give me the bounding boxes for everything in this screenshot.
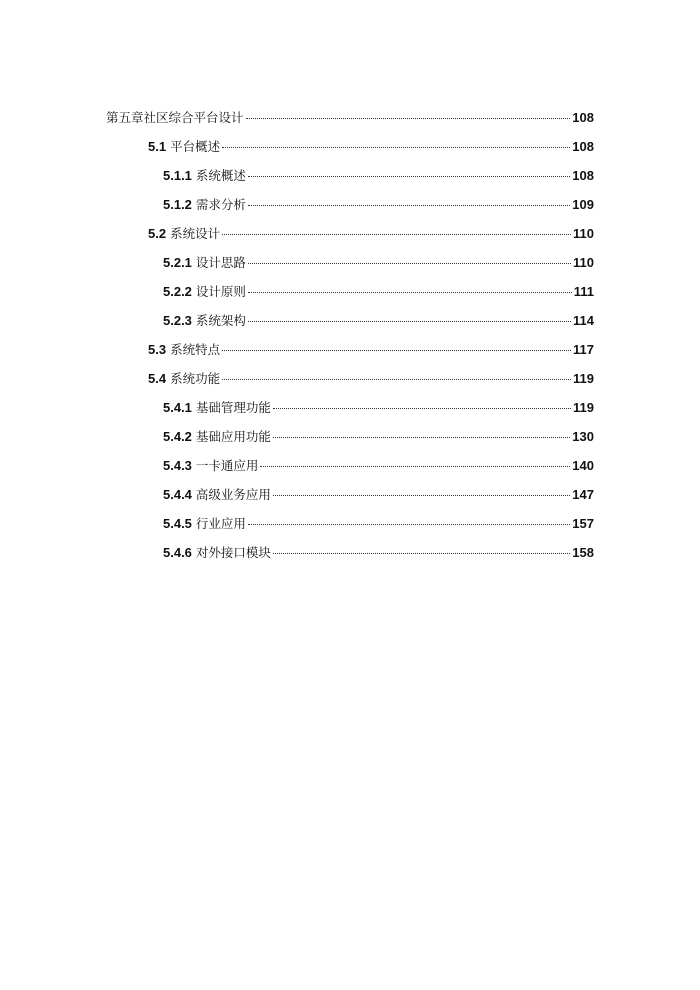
toc-leader-dots xyxy=(222,349,571,351)
toc-leader-dots xyxy=(273,494,570,496)
toc-entry-page: 108 xyxy=(572,110,594,125)
toc-leader-dots xyxy=(246,117,571,119)
toc-entry-number: 5.2.1 xyxy=(163,255,192,270)
toc-entry-number: 5.3 xyxy=(148,342,167,357)
toc-entry-title: 系统架构 xyxy=(195,313,246,328)
toc-entry-number: 5.4.3 xyxy=(163,458,192,473)
toc-entry-title: 基础管理功能 xyxy=(195,400,271,415)
toc-entry-page: 110 xyxy=(573,226,594,241)
toc-entry-title: 对外接口模块 xyxy=(195,545,271,560)
toc-entry-title: 基础应用功能 xyxy=(195,429,271,444)
toc-leader-dots xyxy=(248,262,571,264)
toc-entry-page: 108 xyxy=(572,139,594,154)
toc-entry-5-3[interactable] xyxy=(106,335,594,364)
toc-entry-title: 设计原则 xyxy=(195,284,246,299)
toc-entry-5-4-4[interactable] xyxy=(106,480,594,509)
toc-entry-5-4[interactable] xyxy=(106,364,594,393)
toc-entry-5-2[interactable] xyxy=(106,219,594,248)
toc-entry-title: 设计思路 xyxy=(195,255,246,270)
toc-entry-page: 110 xyxy=(573,255,594,270)
toc-entry-chapter-5[interactable] xyxy=(106,103,594,132)
toc-entry-number: 5.4.1 xyxy=(163,400,192,415)
toc-leader-dots xyxy=(248,320,571,322)
toc-entry-title: 平台概述 xyxy=(170,139,221,154)
toc-entry-number: 5.4.6 xyxy=(163,545,192,560)
toc-entry-5-4-2[interactable] xyxy=(106,422,594,451)
toc-entry-5-2-2[interactable] xyxy=(106,277,594,306)
toc-entry-title: 需求分析 xyxy=(195,197,246,212)
toc-entry-page: 117 xyxy=(573,342,594,357)
toc-entry-title: 第五章社区综合平台设计 xyxy=(106,110,244,125)
toc-entry-title: 一卡通应用 xyxy=(195,458,259,473)
toc-entry-number: 5.1 xyxy=(148,139,167,154)
toc-entry-5-1[interactable] xyxy=(106,132,594,161)
toc-entry-title: 系统概述 xyxy=(195,168,246,183)
toc-entry-5-4-6[interactable] xyxy=(106,538,594,567)
toc-entry-5-1-1[interactable] xyxy=(106,161,594,190)
toc-entry-page: 157 xyxy=(572,516,594,531)
toc-entry-page: 109 xyxy=(572,197,594,212)
toc-entry-title: 高级业务应用 xyxy=(195,487,271,502)
toc-entry-page: 147 xyxy=(572,487,594,502)
toc-entry-title: 系统功能 xyxy=(170,371,221,386)
toc-entry-5-1-2[interactable] xyxy=(106,190,594,219)
toc-leader-dots xyxy=(248,204,570,206)
toc-entry-number: 5.4.5 xyxy=(163,516,192,531)
toc-entry-title: 系统设计 xyxy=(170,226,221,241)
toc-entry-number: 5.4 xyxy=(148,371,167,386)
toc-entry-number: 5.4.4 xyxy=(163,487,192,502)
toc-entry-number: 5.2 xyxy=(148,226,167,241)
toc-entry-title: 行业应用 xyxy=(195,516,246,531)
toc-entry-page: 130 xyxy=(572,429,594,444)
toc-entry-page: 119 xyxy=(573,371,594,386)
toc-entry-5-4-5[interactable] xyxy=(106,509,594,538)
toc-entry-title: 系统特点 xyxy=(170,342,221,357)
toc-entry-number: 5.1.2 xyxy=(163,197,192,212)
toc-entry-5-2-1[interactable] xyxy=(106,248,594,277)
toc-entry-page: 108 xyxy=(572,168,594,183)
toc-leader-dots xyxy=(222,378,571,380)
toc-entry-page: 140 xyxy=(572,458,594,473)
toc-leader-dots xyxy=(273,436,570,438)
toc-entry-5-4-3[interactable] xyxy=(106,451,594,480)
toc-leader-dots xyxy=(248,175,570,177)
toc-entry-number: 5.2.3 xyxy=(163,313,192,328)
toc-leader-dots xyxy=(222,233,571,235)
toc-leader-dots xyxy=(260,465,570,467)
toc-entry-number: 5.4.2 xyxy=(163,429,192,444)
toc-entry-page: 119 xyxy=(573,400,594,415)
toc-entry-5-4-1[interactable] xyxy=(106,393,594,422)
toc-leader-dots xyxy=(273,552,570,554)
toc-leader-dots xyxy=(248,523,570,525)
toc-entry-page: 114 xyxy=(573,313,594,328)
toc-entry-page: 111 xyxy=(573,284,594,299)
table-of-contents xyxy=(106,103,594,567)
toc-entry-number: 5.2.2 xyxy=(163,284,192,299)
toc-leader-dots xyxy=(248,291,572,293)
toc-entry-page: 158 xyxy=(572,545,594,560)
toc-entry-5-2-3[interactable] xyxy=(106,306,594,335)
toc-entry-number: 5.1.1 xyxy=(163,168,192,183)
toc-leader-dots xyxy=(273,407,571,409)
toc-leader-dots xyxy=(222,146,570,148)
